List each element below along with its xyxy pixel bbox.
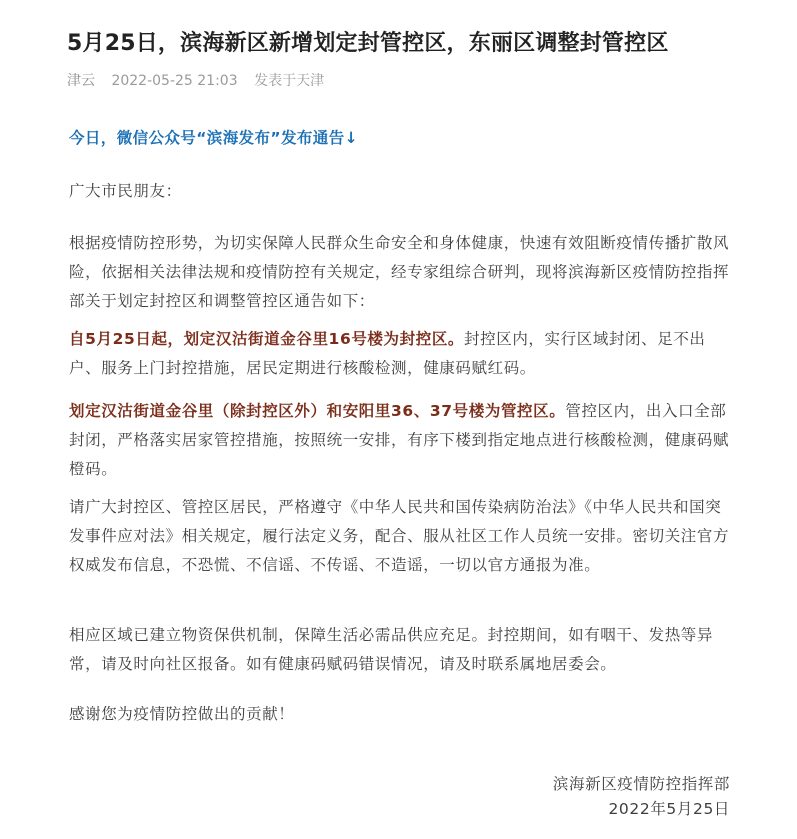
lockdown-zone-highlight: 自5月25日起，划定汉沽街道金谷里16号楼为封控区。 [69, 330, 465, 348]
publish-location: 发表于天津 [254, 73, 325, 89]
control-zone-highlight: 划定汉沽街道金谷里（除封控区外）和安阳里36、37号楼为管控区。 [69, 402, 566, 420]
lockdown-zone-text: 封控区内，实行区域封闭、足不出户、服务上门封控措施，居民定期进行核酸检测，健康码赋红码。 [69, 330, 706, 377]
author-link[interactable]: 津云 [67, 73, 95, 89]
signature-org: 滨海新区疫情防控指挥部 [552, 775, 730, 793]
publish-datetime: 2022-05-25 21:03 [111, 73, 238, 89]
control-zone-text: 管控区内，出入口全部封闭，严格落实居家管控措施，按照统一安排，有序下楼到指定地点进行核酸检测，健康码赋橙码。 [69, 402, 730, 478]
paragraph-regulations: 请广大封控区、管控区居民，严格遵守《中华人民共和国传染病防治法》《中华人民共和国突发事件应对法》相关规定，履行法定义务，配合、服从社区工作人员统一安排。密切关注官方权威发布信息，不恐慌、不信谣、不传谣、不造谣，一切以官方通报为准。 [69, 498, 730, 574]
paragraph-lockdown-zone [69, 325, 737, 383]
paragraph-thanks: 感谢您为疫情防控做出的贡献！ [69, 705, 295, 723]
article-meta [67, 71, 336, 91]
paragraph-supplies: 相应区域已建立物资保供机制，保障生活必需品供应充足。封控期间，如有咽干、发热等异常，请及时向社区报备。如有健康码赋码错误情况，请及时联系属地居委会。 [69, 626, 714, 673]
paragraph-intro: 根据疫情防控形势，为切实保障人民群众生命安全和身体健康，快速有效阻断疫情传播扩散风险，依据相关法律法规和疫情防控有关规定，经专家组综合研判，现将滨海新区疫情防控指挥部关于划定封控区和调整管控区通告如下： [69, 234, 730, 310]
paragraph-control-zone [69, 397, 737, 484]
article-title: 5月25日，滨海新区新增划定封管控区，东丽区调整封管控区 [67, 31, 669, 56]
signature-date: 2022年5月25日 [608, 800, 730, 818]
lead-paragraph: 今日，微信公众号“滨海发布”发布通告↓ [69, 129, 358, 147]
greeting: 广大市民朋友： [69, 182, 182, 200]
